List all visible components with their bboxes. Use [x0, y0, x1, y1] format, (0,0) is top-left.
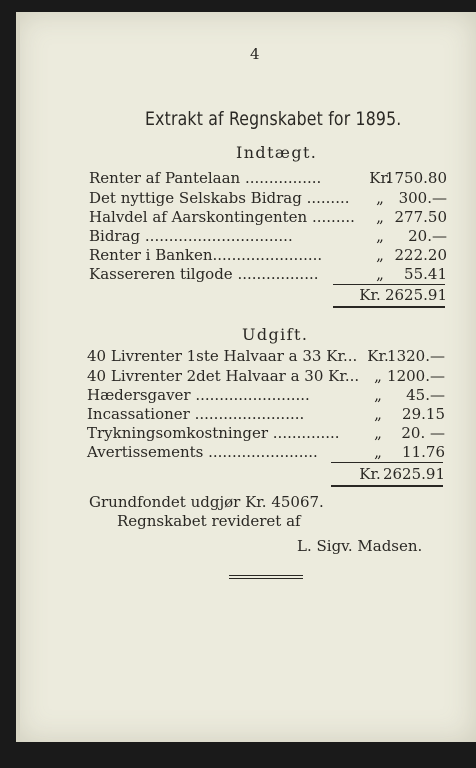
expense-total-amount: 2625.91 [382, 465, 445, 483]
income-row-amount: 300.— [398, 189, 447, 207]
expense-row-currency: „ [374, 386, 382, 404]
expense-row-label: 40 Livrenter 1ste Halvaar a 33 Kr... [87, 347, 358, 365]
income-row [89, 226, 447, 246]
income-row-label: Kassereren tilgode ................. [89, 265, 319, 283]
expense-row-amount: 1320.— [387, 347, 445, 365]
expense-total-row [87, 464, 445, 484]
expense-total-rule [331, 485, 443, 487]
income-total-amount: 2625.91 [384, 286, 447, 304]
income-total-currency: Kr. [359, 286, 381, 304]
audit-statement: Regnskabet revideret af [117, 512, 301, 530]
expense-row [87, 385, 445, 405]
expense-sum-rule [331, 462, 443, 463]
page-number: 4 [250, 45, 260, 63]
page-edge [16, 12, 20, 742]
income-row [89, 168, 447, 188]
income-heading: Indtægt. [236, 143, 318, 162]
income-row-currency: „ [376, 189, 384, 207]
expense-row-label: 40 Livrenter 2det Halvaar a 30 Kr... [87, 367, 360, 385]
income-row-label: Det nyttige Selskabs Bidrag ......... [89, 189, 350, 207]
expense-row-label: Incassationer ....................... [87, 405, 305, 423]
expense-total-currency: Kr. [359, 465, 381, 483]
expenses-heading: Udgift. [242, 325, 309, 344]
fund-statement: Grundfondet udgjør Kr. 45067. [89, 493, 324, 511]
income-row-amount: 222.20 [394, 246, 447, 264]
income-row [89, 207, 447, 227]
expense-row [87, 423, 445, 443]
expense-row-label: Trykningsomkostninger .............. [87, 424, 340, 442]
expense-row-currency: „ [374, 443, 382, 461]
income-row [89, 188, 447, 208]
expense-row-amount: 29.15 [402, 405, 445, 423]
income-row-currency: „ [376, 208, 384, 226]
auditor-signature: L. Sigv. Madsen. [297, 537, 423, 555]
income-row-label: Renter af Pantelaan ................ [89, 169, 322, 187]
income-row-currency: Kr. [369, 169, 391, 187]
income-row-currency: „ [376, 227, 384, 245]
expense-row-amount: 1200.— [387, 367, 445, 385]
expense-row-currency: Kr. [367, 347, 389, 365]
income-row [89, 245, 447, 265]
income-row [89, 264, 447, 284]
expense-row [87, 442, 445, 462]
expense-row-currency: „ [374, 424, 382, 442]
income-row-currency: „ [376, 246, 384, 264]
closing-rule-top [229, 575, 303, 576]
income-row-label: Renter i Banken....................... [89, 246, 323, 264]
income-row-amount: 55.41 [404, 265, 447, 283]
income-total-row [89, 285, 447, 305]
expense-row-amount: 20. — [401, 424, 445, 442]
income-row-amount: 277.50 [394, 208, 447, 226]
expense-row-currency: „ [374, 405, 382, 423]
expense-row [87, 404, 445, 424]
expense-row-amount: 45.— [406, 386, 445, 404]
expense-row-amount: 11.76 [402, 443, 445, 461]
expense-row-label: Avertissements ....................... [87, 443, 318, 461]
expense-row-label: Hædersgaver ........................ [87, 386, 310, 404]
income-row-label: Bidrag ............................... [89, 227, 293, 245]
income-row-amount: 1750.80 [384, 169, 447, 187]
income-row-label: Halvdel af Aarskontingenten ......... [89, 208, 355, 226]
income-total-rule [333, 306, 445, 308]
income-row-amount: 20.— [408, 227, 447, 245]
expense-row [87, 346, 445, 366]
income-row-currency: „ [376, 265, 384, 283]
expense-row-currency: „ [374, 367, 382, 385]
document-title: Extrakt af Regnskabet for 1895. [145, 108, 402, 130]
closing-rule-bottom [229, 578, 303, 579]
expense-row [87, 366, 445, 386]
